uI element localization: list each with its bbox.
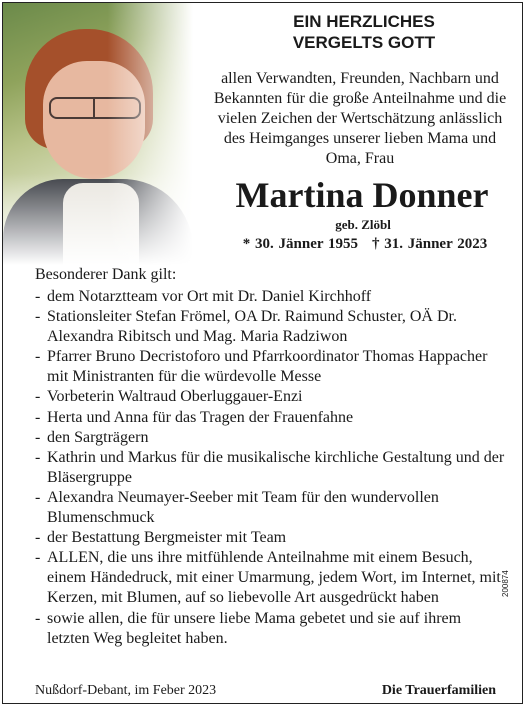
intro-line: allen Verwandten, Freunden, Nachbarn und (221, 70, 499, 87)
death-date: † 31. Jänner 2023 (372, 236, 488, 252)
list-item: - der Bestattung Bergmeister mit Team (35, 528, 505, 548)
acknowledgements-heading: Besonderer Dank gilt: (35, 266, 177, 283)
list-item: - Alexandra Neumayer-Seeber mit Team für den wundervollen Blumenschmuck (35, 488, 505, 528)
intro-line: des Heimganges unserer lieben Mama und (223, 130, 497, 147)
headline-line-1: EIN HERZLICHES (293, 12, 435, 31)
intro-line: vielen Zeichen der Wertschätzung anlässlich (217, 110, 503, 127)
birth-date: * 30. Jänner 1955 (242, 236, 358, 252)
headline-line-2: VERGELTS GOTT (292, 33, 436, 52)
list-item: - dem Notarztteam vor Ort mit Dr. Daniel Kirchhoff (35, 287, 505, 307)
intro-line: Oma, Frau (325, 150, 395, 167)
portrait-photo (3, 3, 193, 265)
obituary-notice (2, 2, 523, 704)
list-item: - Kathrin und Markus für die musikalische kirchliche Gestaltung und der Bläsergruppe (35, 448, 505, 488)
place-and-date: Nußdorf-Debant, im Feber 2023 (35, 683, 217, 698)
signature: Die Trauerfamilien (381, 683, 496, 698)
intro-line: Bekannten für die große Anteilnahme und die (213, 90, 507, 107)
list-item: - ALLEN, die uns ihre mitfühlende Anteilnahme mit einem Besuch, einem Händedruck, mit einer Umarmung, jedem Wort, im Internet, mit Kerzen, mit Blumen, auf so liebevolle Art ausgedrückt haben (35, 548, 505, 608)
list-item: - Stationsleiter Stefan Frömel, OA Dr. Raimund Schuster, OÄ Dr. Alexandra Ribitsch und Mag. Maria Radziwon (35, 307, 505, 347)
list-item: - sowie allen, die für unsere liebe Mama gebetet und sie auf ihrem letzten Weg begleitet haben. (35, 609, 505, 649)
thanks-intro (193, 69, 523, 169)
deceased-name: Martina Donner (235, 175, 489, 215)
life-dates (207, 235, 523, 253)
list-item: - Pfarrer Bruno Decristoforo und Pfarrkoordinator Thomas Happacher mit Ministranten für die würdevolle Messe (35, 347, 505, 387)
list-item: - Vorbeterin Waltraud Oberluggauer-Enzi (35, 387, 505, 407)
ad-reference-code: 200874 (501, 570, 510, 598)
headline (203, 11, 523, 53)
list-item: - Herta und Anna für das Tragen der Frauenfahne (35, 408, 505, 428)
list-item: - den Sargträgern (35, 428, 505, 448)
birth-name: geb. Zlöbl (335, 217, 391, 232)
acknowledgements-list (35, 287, 505, 649)
